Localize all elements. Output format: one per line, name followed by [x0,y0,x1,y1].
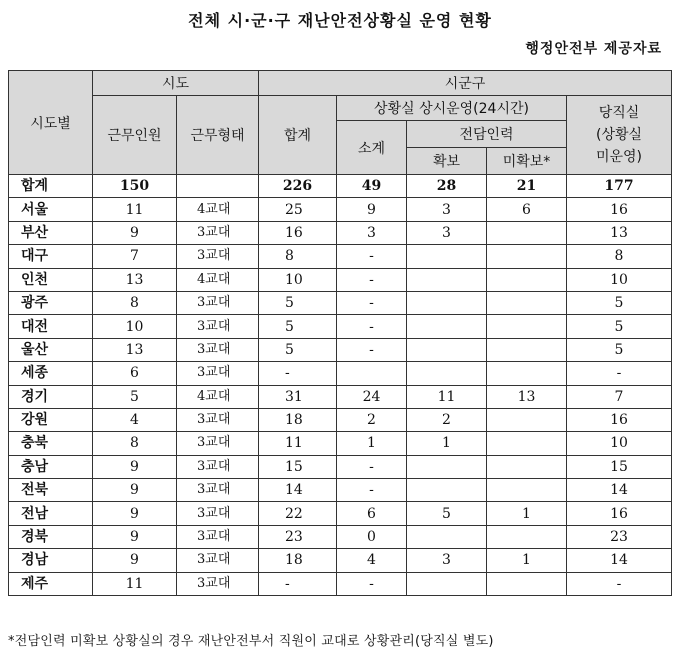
cell-staff: 11 [93,572,177,595]
cell-duty: 14 [567,479,672,502]
table-row [9,362,672,385]
cell-staff: 13 [93,338,177,361]
cell-region: 충남 [9,455,93,478]
cell-staff: 10 [93,315,177,338]
status-table [8,70,672,596]
cell-unsecured [487,291,567,314]
total-label: 합계 [9,175,93,198]
cell-secured [407,268,487,291]
cell-subtotal: 24 [337,385,407,408]
header-sigungu: 시군구 [259,71,672,96]
cell-shift: 3교대 [177,549,259,572]
table-row [9,268,672,291]
cell-unsecured [487,572,567,595]
header-duty-room [567,96,672,175]
table-row [9,432,672,455]
table-row [9,525,672,548]
cell-total: 18 [259,549,337,572]
cell-secured: 3 [407,198,487,221]
cell-subtotal: - [337,245,407,268]
cell-unsecured [487,432,567,455]
cell-secured: 11 [407,385,487,408]
cell-staff: 6 [93,362,177,385]
header-always-on: 상황실 상시운영(24시간) [337,96,567,121]
cell-region: 경남 [9,549,93,572]
table-row [9,549,672,572]
cell-duty: 16 [567,502,672,525]
footnote: *전담인력 미확보 상황실의 경우 재난안전부서 직원이 교대로 상황관리(당직실 별도) [8,634,494,649]
cell-region: 강원 [9,408,93,431]
cell-region: 충북 [9,432,93,455]
cell-secured: 1 [407,432,487,455]
source-label: 행정안전부 제공자료 [525,41,662,57]
cell-subtotal: 2 [337,408,407,431]
cell-unsecured [487,408,567,431]
cell-total: 18 [259,408,337,431]
cell-unsecured [487,479,567,502]
cell-duty: 14 [567,549,672,572]
total-total: 226 [259,175,337,198]
table-row [9,291,672,314]
total-secured: 28 [407,175,487,198]
cell-subtotal: - [337,291,407,314]
cell-staff: 5 [93,385,177,408]
cell-subtotal: 0 [337,525,407,548]
cell-subtotal: - [337,572,407,595]
cell-duty: 23 [567,525,672,548]
total-staff: 150 [93,175,177,198]
cell-secured [407,525,487,548]
cell-duty: 16 [567,198,672,221]
cell-staff: 9 [93,525,177,548]
cell-secured [407,455,487,478]
cell-subtotal: - [337,338,407,361]
cell-duty: 7 [567,385,672,408]
cell-shift: 3교대 [177,525,259,548]
cell-shift: 4교대 [177,385,259,408]
header-dedicated-staff: 전담인력 [407,121,567,148]
table-row [9,479,672,502]
cell-secured: 5 [407,502,487,525]
cell-shift: 3교대 [177,572,259,595]
cell-staff: 8 [93,291,177,314]
total-shift [177,175,259,198]
cell-duty: 10 [567,432,672,455]
total-subtotal: 49 [337,175,407,198]
cell-staff: 11 [93,198,177,221]
cell-total: 22 [259,502,337,525]
cell-secured [407,479,487,502]
cell-region: 경기 [9,385,93,408]
cell-shift: 3교대 [177,221,259,244]
cell-duty: 5 [567,338,672,361]
cell-unsecured [487,338,567,361]
cell-unsecured: 1 [487,502,567,525]
cell-subtotal: 6 [337,502,407,525]
cell-staff: 9 [93,455,177,478]
total-unsecured: 21 [487,175,567,198]
cell-shift: 3교대 [177,502,259,525]
table-row [9,572,672,595]
cell-unsecured: 13 [487,385,567,408]
cell-duty: 10 [567,268,672,291]
table-row [9,408,672,431]
cell-subtotal: - [337,479,407,502]
cell-shift: 4교대 [177,268,259,291]
cell-unsecured [487,455,567,478]
cell-total: 5 [259,315,337,338]
cell-total: 8 [259,245,337,268]
cell-total: 10 [259,268,337,291]
cell-unsecured [487,245,567,268]
table-row [9,221,672,244]
cell-region: 전북 [9,479,93,502]
table-row [9,198,672,221]
cell-staff: 9 [93,549,177,572]
cell-total: 15 [259,455,337,478]
cell-region: 세종 [9,362,93,385]
cell-secured: 2 [407,408,487,431]
table-row [9,385,672,408]
cell-secured: 3 [407,549,487,572]
cell-shift: 3교대 [177,338,259,361]
cell-total: - [259,362,337,385]
cell-region: 제주 [9,572,93,595]
header-subtotal: 소계 [337,121,407,175]
cell-region: 울산 [9,338,93,361]
cell-duty: - [567,572,672,595]
header-sido: 시도 [93,71,259,96]
header-total: 합계 [259,96,337,175]
cell-subtotal [337,362,407,385]
cell-staff: 4 [93,408,177,431]
cell-unsecured [487,221,567,244]
cell-unsecured [487,268,567,291]
cell-duty: - [567,362,672,385]
cell-subtotal: 3 [337,221,407,244]
cell-duty: 5 [567,315,672,338]
cell-total: 5 [259,338,337,361]
cell-total: 23 [259,525,337,548]
header-secured: 확보 [407,148,487,175]
cell-region: 부산 [9,221,93,244]
cell-subtotal: 4 [337,549,407,572]
cell-region: 경북 [9,525,93,548]
table-row [9,338,672,361]
cell-subtotal: - [337,315,407,338]
cell-total: 25 [259,198,337,221]
cell-secured: 3 [407,221,487,244]
cell-secured [407,362,487,385]
cell-duty: 5 [567,291,672,314]
duty-room-line-2: (상황실 [595,127,643,143]
cell-subtotal: 9 [337,198,407,221]
cell-unsecured [487,315,567,338]
cell-staff: 9 [93,221,177,244]
cell-shift: 3교대 [177,479,259,502]
cell-total: 16 [259,221,337,244]
page-title: 전체 시·군·구 재난안전상황실 운영 현황 [188,11,492,30]
cell-duty: 13 [567,221,672,244]
cell-total: - [259,572,337,595]
cell-shift: 3교대 [177,291,259,314]
total-row [9,175,672,198]
cell-subtotal: - [337,268,407,291]
cell-unsecured: 1 [487,549,567,572]
total-duty: 177 [567,175,672,198]
cell-shift: 3교대 [177,315,259,338]
cell-region: 서울 [9,198,93,221]
cell-secured [407,315,487,338]
duty-room-line-1: 당직실 [598,105,640,121]
cell-shift: 4교대 [177,198,259,221]
cell-unsecured: 6 [487,198,567,221]
cell-subtotal: 1 [337,432,407,455]
cell-region: 전남 [9,502,93,525]
cell-subtotal: - [337,455,407,478]
table-row [9,315,672,338]
cell-secured [407,245,487,268]
cell-duty: 8 [567,245,672,268]
header-staff: 근무인원 [93,96,177,175]
cell-staff: 13 [93,268,177,291]
table-row [9,455,672,478]
cell-shift: 3교대 [177,362,259,385]
cell-shift: 3교대 [177,245,259,268]
table-row [9,502,672,525]
cell-secured [407,291,487,314]
cell-region: 인천 [9,268,93,291]
table-row [9,245,672,268]
cell-total: 14 [259,479,337,502]
cell-region: 대구 [9,245,93,268]
header-shift-type: 근무형태 [177,96,259,175]
cell-region: 광주 [9,291,93,314]
cell-secured [407,338,487,361]
cell-staff: 8 [93,432,177,455]
cell-staff: 9 [93,479,177,502]
cell-total: 11 [259,432,337,455]
header-unsecured: 미확보* [487,148,567,175]
cell-shift: 3교대 [177,455,259,478]
cell-unsecured [487,362,567,385]
cell-total: 5 [259,291,337,314]
cell-region: 대전 [9,315,93,338]
cell-duty: 15 [567,455,672,478]
cell-unsecured [487,525,567,548]
cell-secured [407,572,487,595]
cell-shift: 3교대 [177,408,259,431]
cell-staff: 9 [93,502,177,525]
cell-total: 31 [259,385,337,408]
cell-duty: 16 [567,408,672,431]
cell-staff: 7 [93,245,177,268]
header-region: 시도별 [9,71,93,175]
duty-room-line-3: 미운영) [595,149,643,165]
cell-shift: 3교대 [177,432,259,455]
